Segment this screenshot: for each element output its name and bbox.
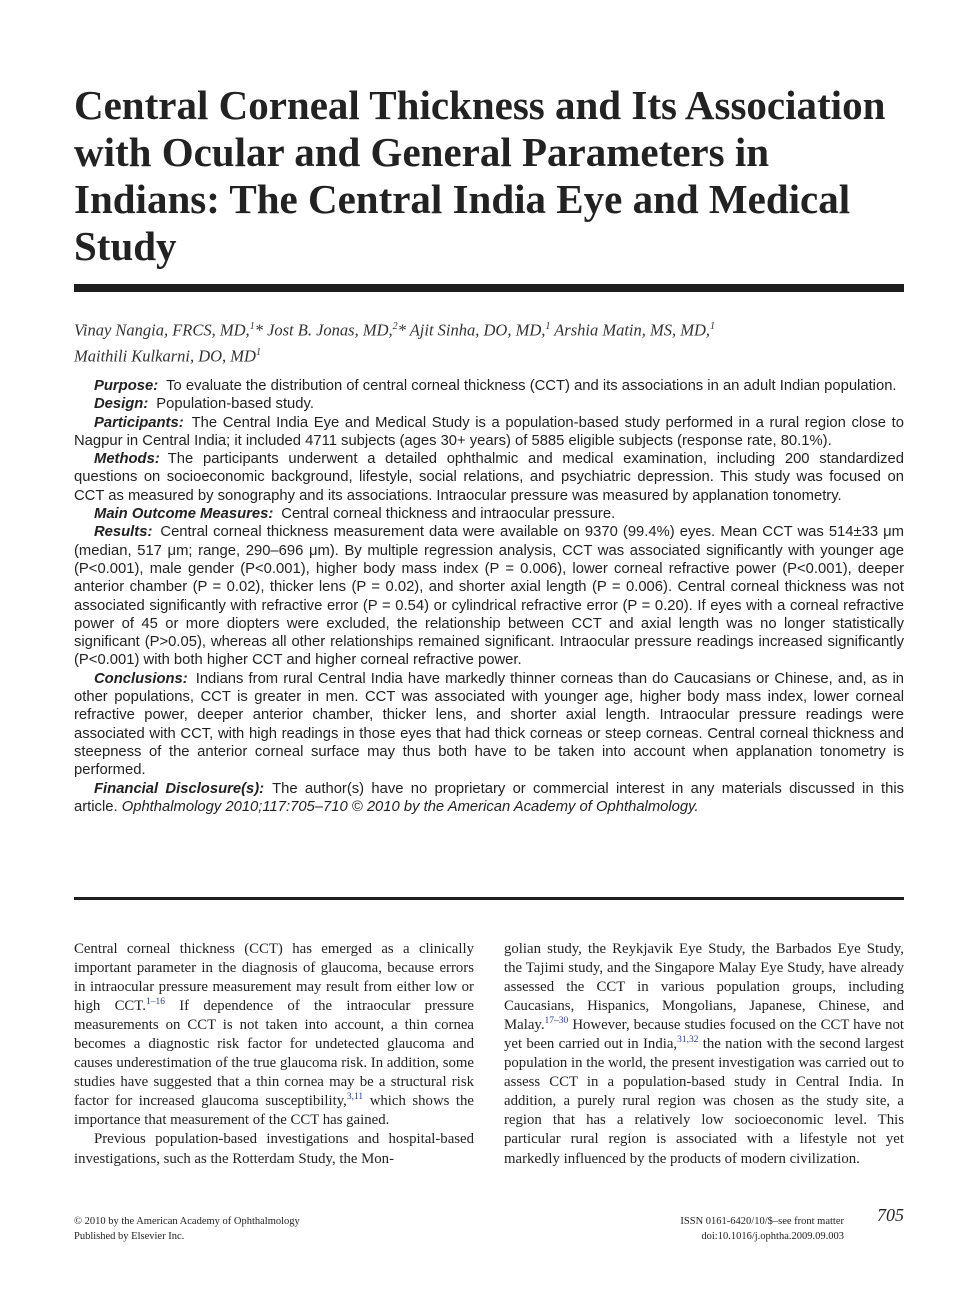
footer-copyright — [74, 1214, 474, 1244]
author-name: Arshia Matin, MS, MD, — [554, 320, 711, 340]
body-paragraph-1 — [74, 940, 474, 1130]
abstract-results — [74, 523, 904, 669]
body-column-right — [504, 940, 904, 1169]
section-label: Conclusions: — [94, 670, 188, 687]
page-number: 705 — [877, 1205, 904, 1225]
author-name: Jost B. Jonas, MD, — [267, 320, 393, 340]
body-paragraph-2-continued: golian study, the Reykjavik Eye Study, the Barbados Eye Study, the Tajimi study, and the Singapore Malay Eye Study, have already assessed the CCT in various population groups, including Caucasians, Hispanics, Mongolians, Japanese, Chinese, and Malay.$^{17-30}$ However, because studies focused on the CCT have not yet been carried out in India,$^{31,32}$ the nation with the second largest population in the world, the present investigation was carried out to assess CCT in a population-based study in Central India. In addition, a purely rural region was chosen as the study site, a region that has a relatively low socioeconomic level. This particular rural region is associated with a lifestyle not yet markedly influenced by the products of modern civilization. — [504, 941, 905, 1167]
author-line-2 — [74, 342, 904, 368]
abstract-purpose — [74, 377, 904, 395]
section-label: Methods: — [94, 451, 160, 468]
section-text: Central corneal thickness measurement data were available on 9370 (99.4%) eyes. Mean CCT was 514±33 μm (median, 517 μm; range, 290–696 μm). By multiple regression analysis, CCT was associated significantly with younger age (P<0.001), male gender (P<0.001), higher body mass index (P = 0.006), lower corneal refractive power (P<0.001), deeper anterior chamber (P = 0.02), thicker lens (P = 0.02), and shorter axial length (P = 0.006). Central corneal thickness was not associated significantly with refractive error (P = 0.54) or cylindrical refractive error (P = 0.20). If eyes with a corneal refractive power of 45 or more diopters were excluded, the relationship between CCT and axial length was no longer statistically significant (P>0.05), whereas all other relationships remained significant. Intraocular pressure readings increased significantly (P<0.001) with both higher CCT and higher corneal refractive power. — [74, 524, 904, 669]
section-label: Main Outcome Measures: — [94, 506, 274, 523]
copyright-text: © 2010 by the American Academy of Ophthalmology — [74, 1216, 300, 1227]
abstract-outcome-measures — [74, 505, 904, 523]
author-mark: * — [397, 320, 406, 340]
author-affiliation: 1 — [710, 321, 716, 332]
publisher-text: Published by Elsevier Inc. — [74, 1231, 185, 1242]
reference-link[interactable]: 3,11 — [346, 1092, 364, 1103]
author-name: Ajit Sinha, DO, MD, — [409, 320, 546, 340]
section-label: Participants: — [94, 414, 184, 431]
section-text: The participants underwent a detailed ophthalmic and medical examination, including 200 standardized questions on socioeconomic background, lifestyle, social relations, and psychiatric depression. This study was focused on CCT as measured by sonography and its associations. Intraocular pressure was measured by applanation tonometry. — [74, 451, 904, 504]
abstract-disclosure — [74, 780, 904, 817]
reference-link[interactable]: 17–30 — [544, 1016, 569, 1027]
article-title: Central Corneal Thickness and Its Association with Ocular and General Parameters in Indians: The Central India Eye and Medical Study — [74, 82, 886, 269]
section-text: Indians from rural Central India have markedly thinner corneas than do Caucasians or Chinese, and, as in other populations, CCT is greater in men. CCT was associated with younger age, higher body mass index, lower corneal refractive power, deeper anterior chamber, thicker lens, and shorter axial length. Intraocular pressure readings were associated with CCT, with high readings in those eyes that had thick corneas or steep corneas. Central corneal thickness and steepness of the anterior corneal surface may thus both have to be taken into account when applanation tonometry is performed. — [74, 670, 904, 779]
doi-text: doi:10.1016/j.ophtha.2009.09.003 — [701, 1231, 844, 1242]
body-text: If dependence of the intraocular pressure measurements on CCT is not taken into account, a thin cornea becomes a diagnostic risk factor for undetected glaucoma and causes underestimation of the true glaucoma risk. In addition, some studies have suggested that a thin cornea may be a structural risk factor for increased glaucoma susceptibility, — [74, 998, 474, 1110]
footer-identifiers — [504, 1214, 844, 1244]
body-paragraph-2: Previous population-based investigations and hospital-based investigations, such as the Rotterdam Study, the Mon- — [74, 1131, 474, 1167]
article-page — [74, 0, 904, 1305]
reference-link[interactable]: 1–16 — [145, 997, 165, 1008]
issn-text: ISSN 0161-6420/10/$–see front matter — [680, 1216, 844, 1227]
section-label: Financial Disclosure(s): — [94, 780, 265, 797]
abstract-rule — [74, 897, 904, 900]
author-name: Vinay Nangia, FRCS, MD, — [74, 320, 250, 340]
title-rule — [74, 284, 904, 292]
body-text: which shows the importance that measurement of the CCT has gained. — [74, 1093, 474, 1129]
abstract — [74, 377, 904, 816]
section-label: Purpose: — [94, 378, 159, 394]
body-text: However, because studies focused on the CCT have not yet been carried out in India, — [504, 1017, 904, 1053]
section-text: To evaluate the distribution of central corneal thickness (CCT) and its associations in an adult Indian population. — [166, 378, 897, 394]
body-column-left — [74, 940, 474, 1169]
section-label: Design: — [94, 396, 149, 413]
abstract-participants — [74, 414, 904, 451]
section-text: The author(s) have no proprietary or commercial interest in any materials discussed in this article. — [74, 780, 904, 815]
author-list — [74, 316, 904, 367]
author-affiliation: 1 — [545, 321, 551, 332]
abstract-methods — [74, 450, 904, 505]
section-text: The Central India Eye and Medical Study is a population-based study performed in a rural region close to Nagpur in Central India; it included 4711 subjects (ages 30+ years) of 5885 eligible subjects (response rate, 80.1%). — [74, 414, 904, 449]
section-text: Central corneal thickness and intraocular pressure. — [281, 506, 616, 523]
author-affiliation: 1 — [249, 321, 255, 332]
author-name: Maithili Kulkarni, DO, MD — [74, 346, 256, 365]
author-affiliation: 2 — [392, 321, 398, 332]
body-text: the nation with the second largest population in the world, the present investigation was carried out to assess CCT in a population-based study in Central India. In addition, a purely rural region was chosen as the study site, a region that has a relatively low socioeconomic level. This particular rural region is associated with a lifestyle not yet markedly influenced by the products of modern civilization. — [504, 1036, 905, 1167]
author-mark: * — [254, 320, 263, 340]
reference-link[interactable]: 31,32 — [677, 1035, 699, 1046]
section-text: Population-based study. — [156, 396, 314, 413]
body-text: Central corneal thickness (CCT) has emerged as a clinically important parameter in the diagnosis of glaucoma, because errors in intraocular pressure measurement may result from either low or high CCT. — [74, 941, 474, 1015]
abstract-conclusions — [74, 670, 904, 780]
journal-citation: Ophthalmology 2010;117:705–710 © 2010 by the American Academy of Ophthalmology. — [121, 798, 699, 815]
section-label: Results: — [94, 524, 153, 541]
author-affiliation: 1 — [255, 346, 261, 358]
abstract-design — [74, 395, 904, 413]
author-line-1 — [74, 316, 904, 342]
